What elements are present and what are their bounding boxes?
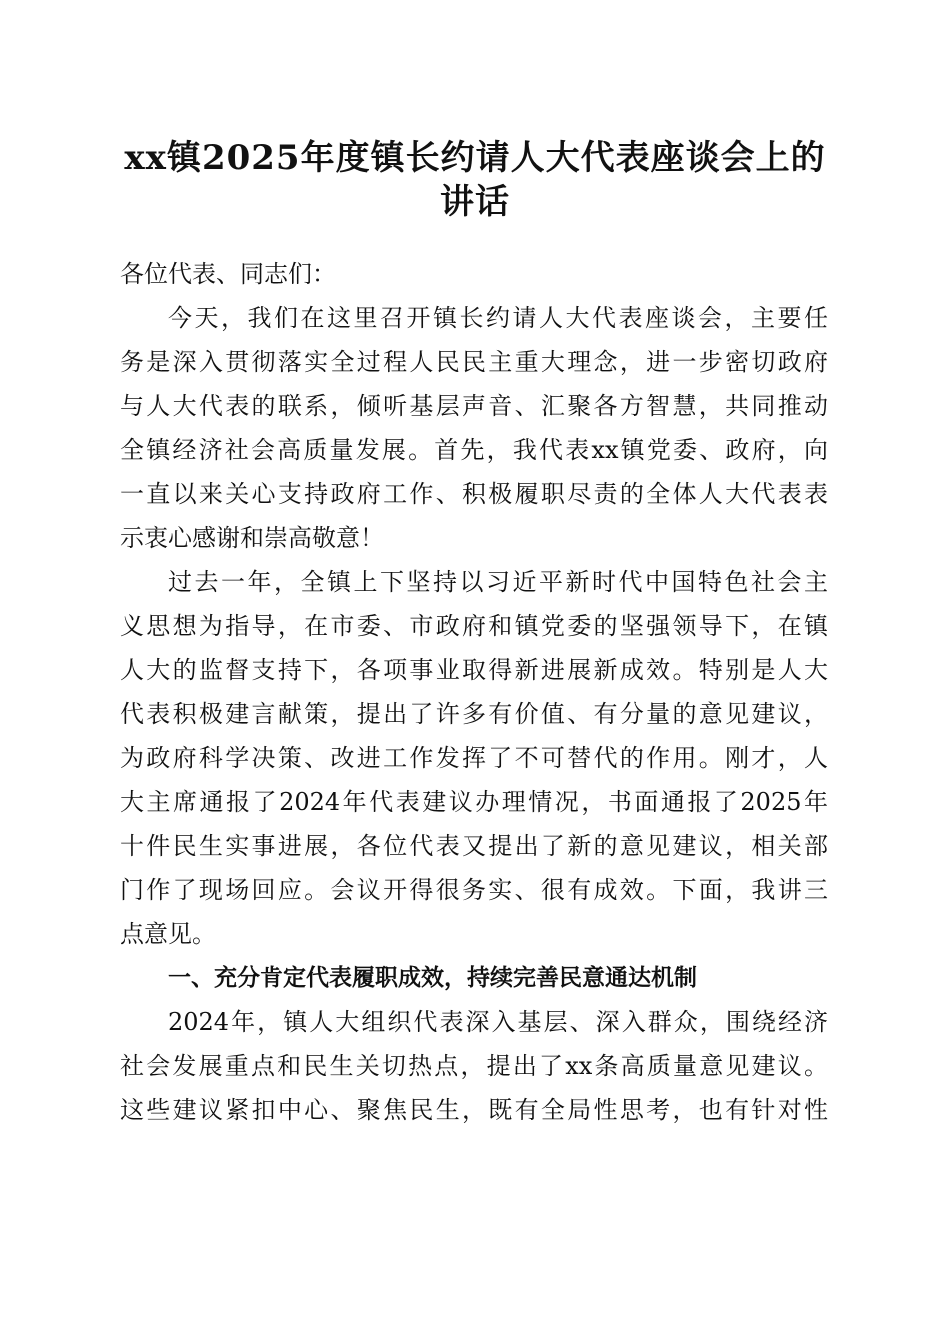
paragraph-1 — [120, 296, 828, 560]
paragraph-2 — [120, 560, 828, 956]
paragraph-line: 大主席通报了2024年代表建议办理情况，书面通报了2025年 — [120, 788, 828, 816]
paragraph-line: 代表积极建言献策，提出了许多有价值、有分量的意见建议， — [120, 700, 828, 728]
paragraph-3 — [120, 1000, 828, 1132]
paragraph-line: 点意见。 — [120, 920, 216, 948]
paragraph-line: 示衷心感谢和崇高敬意！ — [120, 524, 384, 552]
paragraph-line: 2024年，镇人大组织代表深入基层、深入群众，围绕经济 — [168, 1008, 828, 1036]
paragraph-line: 人大的监督支持下，各项事业取得新进展新成效。特别是人大 — [120, 656, 828, 684]
document-title — [100, 136, 850, 224]
paragraph-line: 全镇经济社会高质量发展。首先，我代表xx镇党委、政府，向 — [120, 436, 828, 464]
title-line-2: 讲话 — [440, 182, 510, 222]
paragraph-line: 务是深入贯彻落实全过程人民民主重大理念，进一步密切政府 — [120, 348, 828, 376]
paragraph-line: 与人大代表的联系，倾听基层声音、汇聚各方智慧，共同推动 — [120, 392, 828, 420]
paragraph-line: 义思想为指导，在市委、市政府和镇党委的坚强领导下，在镇 — [120, 612, 828, 640]
paragraph-line: 社会发展重点和民生关切热点，提出了xx条高质量意见建议。 — [120, 1052, 828, 1080]
paragraph-line: 今天，我们在这里召开镇长约请人大代表座谈会，主要任 — [168, 304, 828, 332]
paragraph-line: 过去一年，全镇上下坚持以习近平新时代中国特色社会主 — [168, 568, 828, 596]
section-heading-1: 一、充分肯定代表履职成效，持续完善民意通达机制 — [168, 965, 697, 991]
paragraph-line: 为政府科学决策、改进工作发挥了不可替代的作用。刚才，人 — [120, 744, 828, 772]
paragraph-line: 这些建议紧扣中心、聚焦民生，既有全局性思考，也有针对性 — [120, 1096, 828, 1124]
document-body — [120, 252, 828, 1132]
paragraph-line: 十件民生实事进展，各位代表又提出了新的意见建议，相关部 — [120, 832, 828, 860]
salutation: 各位代表、同志们： — [120, 260, 336, 288]
paragraph-line: 门作了现场回应。会议开得很务实、很有成效。下面，我讲三 — [120, 876, 828, 904]
paragraph-line: 一直以来关心支持政府工作、积极履职尽责的全体人大代表表 — [120, 480, 828, 508]
title-line-1: xx镇2025年度镇长约请人大代表座谈会上的 — [124, 138, 826, 178]
